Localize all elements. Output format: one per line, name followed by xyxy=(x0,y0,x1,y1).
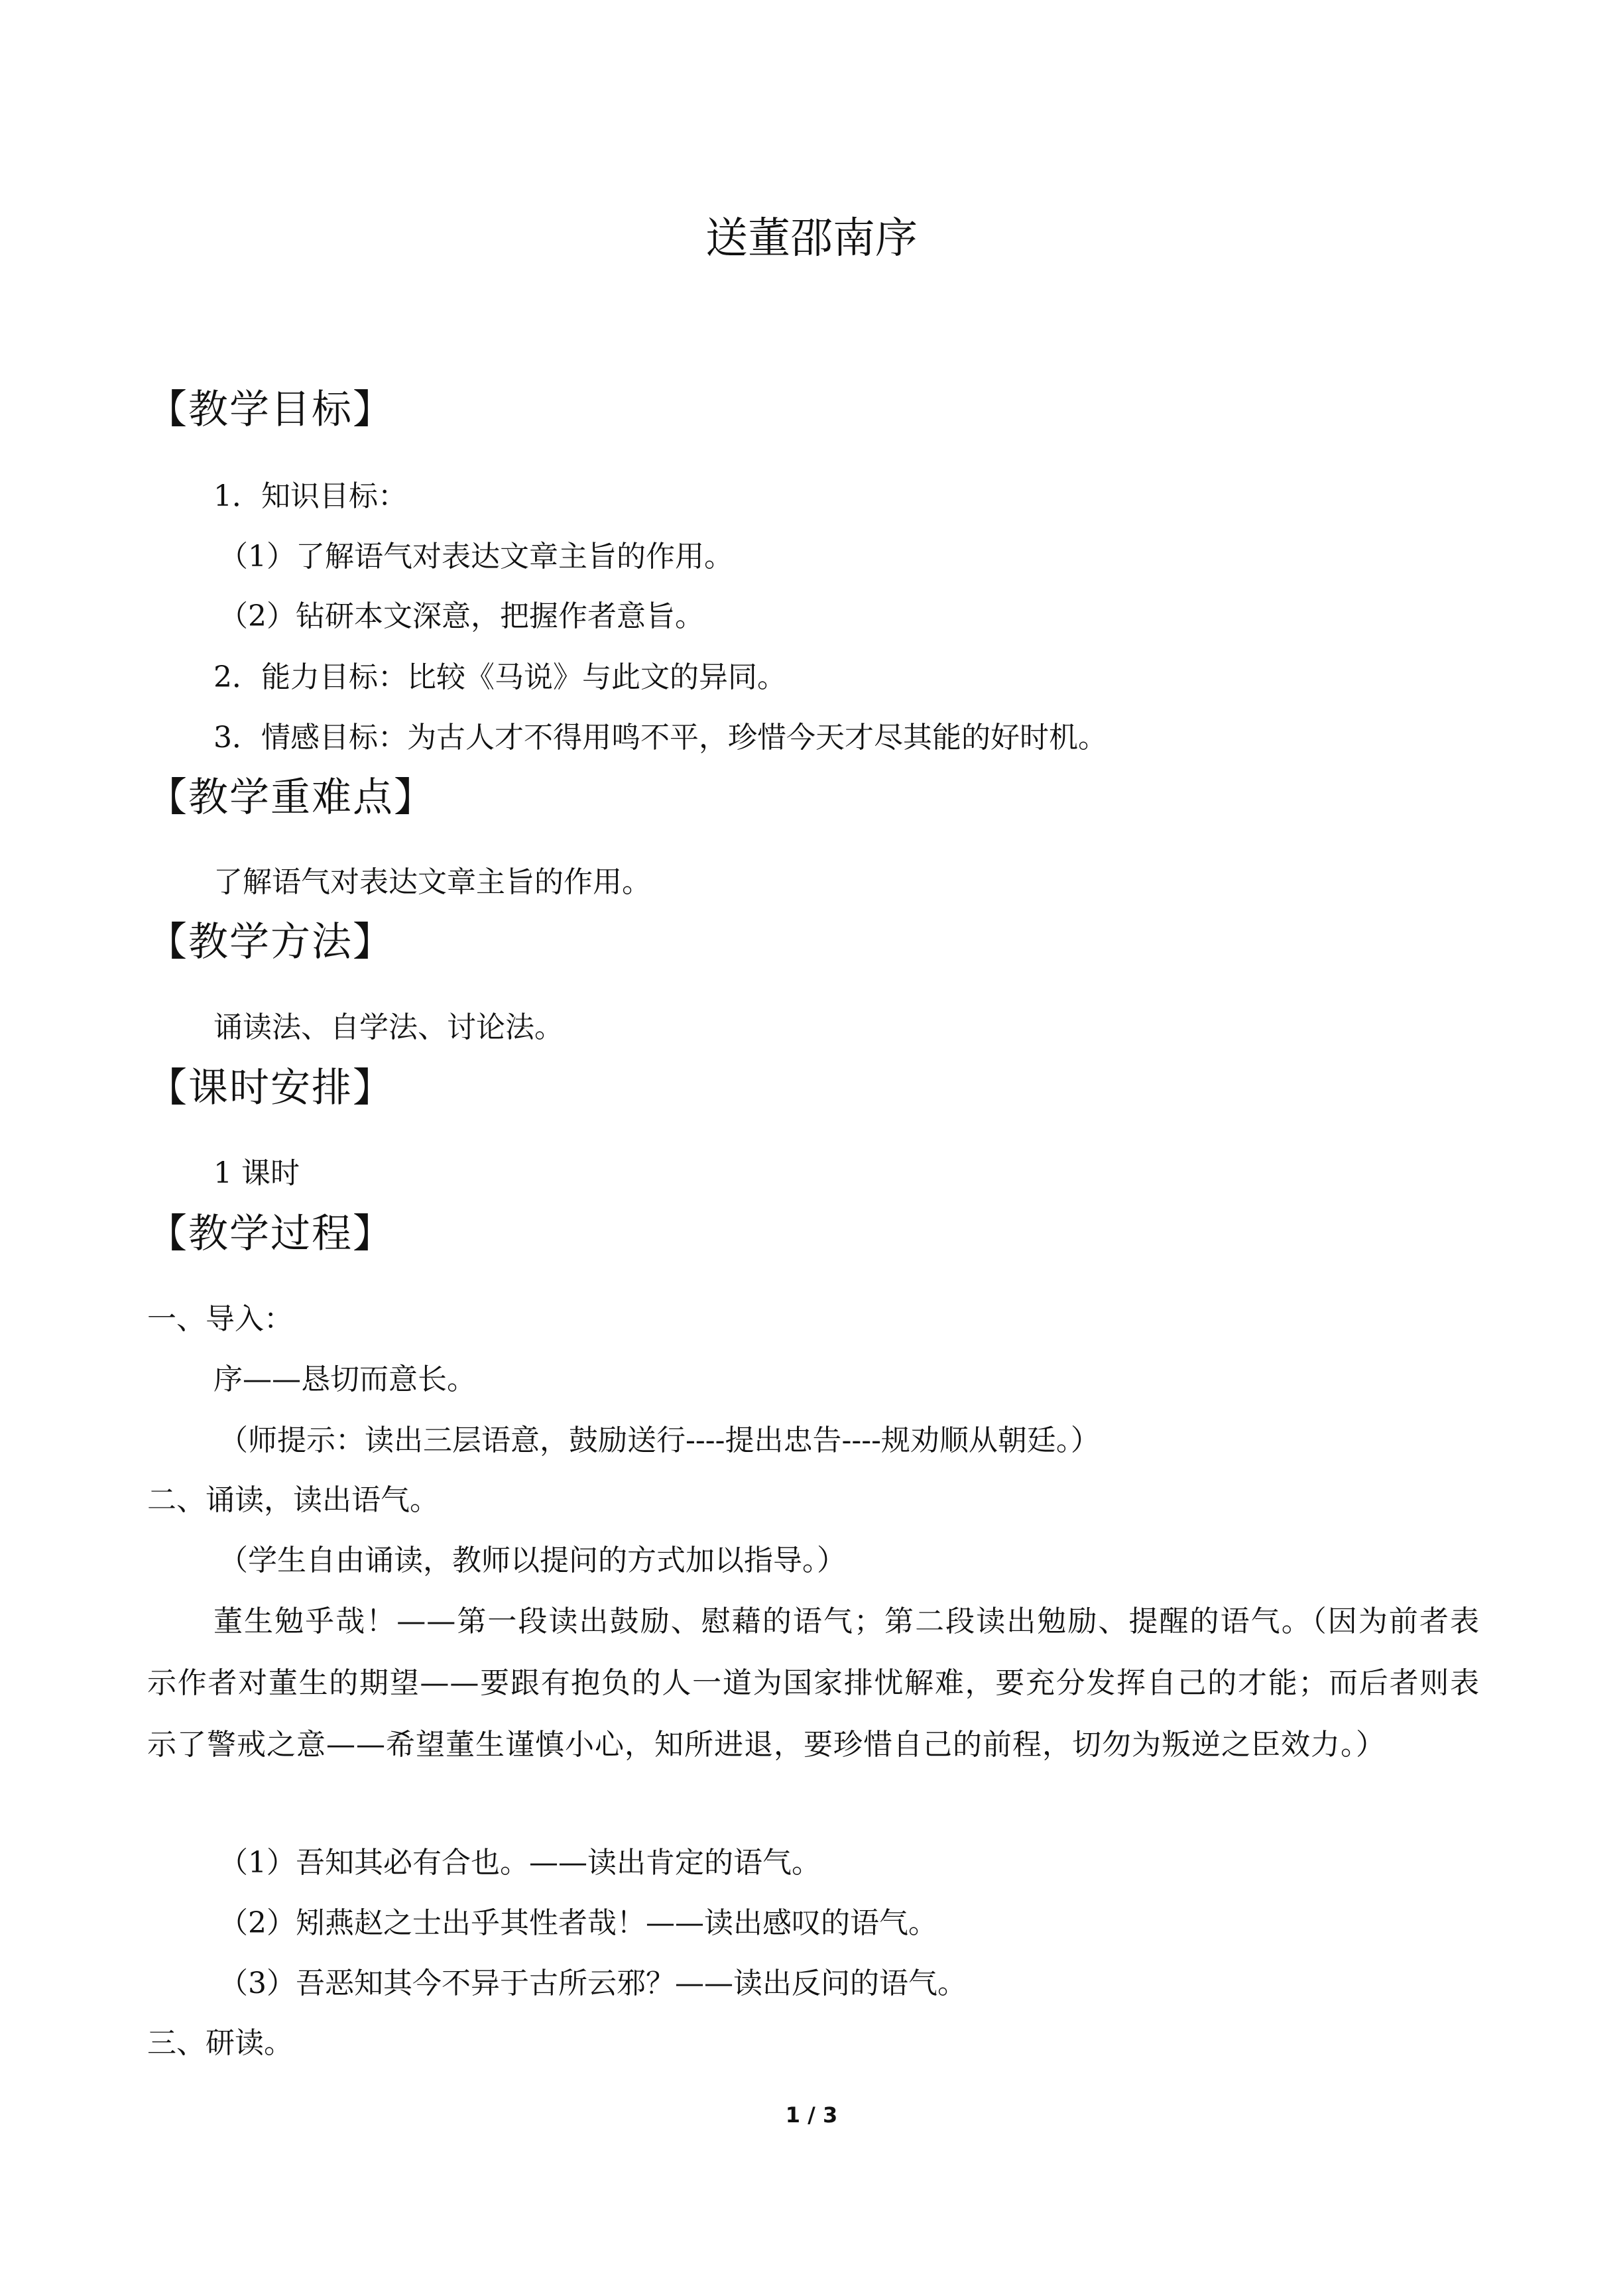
process-step-title: 二、诵读，读出语气。 xyxy=(147,1483,439,1517)
schedule-text: 1 课时 xyxy=(213,1156,300,1190)
methods-text: 诵读法、自学法、讨论法。 xyxy=(213,1010,564,1044)
process-paragraph: 董生勉乎哉！——第一段读出鼓励、慰藉的语气；第二段读出勉励、提醒的语气。（因为前者表示作者对董生的期望——要跟有抱负的人一道为国家排忧解难，要充分发挥自己的才能；而后者则表示了警戒之意——希望董生谨慎小心，知所进退，要珍惜自己的前程，切勿为叛逆之臣效力。） xyxy=(147,1604,1480,1762)
section-heading-schedule: 【课时安排】 xyxy=(147,1065,394,1111)
section-heading-key-points: 【教学重难点】 xyxy=(147,774,435,821)
section-heading-methods: 【教学方法】 xyxy=(147,919,394,965)
objective-item: （1）了解语气对表达文章主旨的作用。 xyxy=(219,540,733,574)
process-line: 序——恳切而意长。 xyxy=(213,1362,476,1396)
page-indicator: 1 / 3 xyxy=(785,2102,838,2128)
key-points-text: 了解语气对表达文章主旨的作用。 xyxy=(213,865,651,899)
objective-item: 1．知识目标： xyxy=(213,479,407,513)
objective-item: 3．情感目标：为古人才不得用鸣不平，珍惜今天才尽其能的好时机。 xyxy=(213,721,1107,755)
process-step-title: 一、导入： xyxy=(147,1302,293,1336)
objective-item: 2．能力目标：比较《马说》与此文的异同。 xyxy=(213,660,786,694)
objective-item: （2）钻研本文深意，把握作者意旨。 xyxy=(219,599,704,633)
section-heading-objectives: 【教学目标】 xyxy=(147,387,394,433)
process-line: （2）矧燕赵之士出乎其性者哉！——读出感叹的语气。 xyxy=(219,1906,937,1940)
process-step-title: 三、研读。 xyxy=(147,2026,293,2060)
process-line: （师提示：读出三层语意，鼓励送行----提出忠告----规劝顺从朝廷。） xyxy=(219,1423,1100,1457)
document-title: 送董邵南序 xyxy=(705,214,918,263)
process-line: （3）吾恶知其今不异于古所云邪？——读出反问的语气。 xyxy=(219,1966,967,2000)
process-line: （1）吾知其必有合也。——读出肯定的语气。 xyxy=(219,1846,821,1880)
section-heading-process: 【教学过程】 xyxy=(147,1211,394,1257)
process-line: （学生自由诵读，教师以提问的方式加以指导。） xyxy=(219,1543,846,1577)
